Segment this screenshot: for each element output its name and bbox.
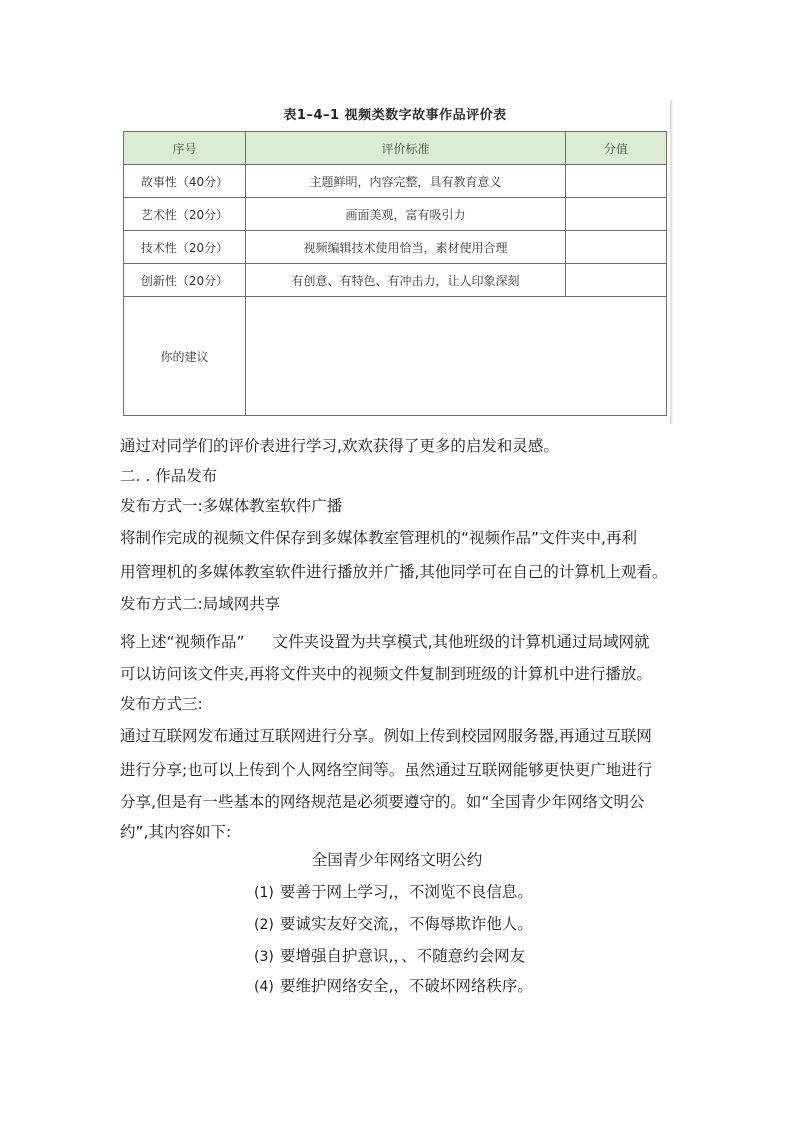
row-criteria: 画面美观，富有吸引力: [246, 198, 566, 231]
pledge-title: 全国青少年网络文明公约: [311, 851, 483, 869]
suggestion-label: 你的建议: [124, 297, 246, 416]
row-criteria: 有创意、有特色、有冲击力，让人印象深刻: [246, 264, 566, 297]
method3-text-line1: 通过互联网发布通过互联网进行分享。例如上传到校园网服务器,再通过互联网: [120, 727, 652, 745]
method2-title: 发布方式二:局域网共享: [120, 595, 281, 613]
header-criteria: 评价标准: [246, 132, 566, 165]
pledge-item-number: (1): [254, 885, 274, 901]
table-row: [124, 198, 667, 231]
method2-text-line2: 可以访问该文件夹,再将文件夹中的视频文件复制到班级的计算机中进行播放。: [120, 665, 652, 683]
figure-edge-shadow: [670, 100, 673, 424]
row-score: [566, 165, 667, 198]
row-score: [566, 231, 667, 264]
pledge-item: [254, 882, 533, 903]
pledge-item: [254, 914, 533, 935]
method3-text-line4: 约”,其内容如下:: [120, 823, 232, 841]
section-title-publish: 二. . 作品发布: [120, 467, 218, 485]
row-item: 艺术性（20分）: [124, 198, 246, 231]
pledge-item-text: 要增强自护意识,，、不随意约会网友: [280, 947, 526, 965]
table-row: [124, 165, 667, 198]
pledge-item: [254, 976, 533, 997]
table-row: [124, 264, 667, 297]
header-score: 分值: [566, 132, 667, 165]
method1-title: 发布方式一:多媒体教室软件广播: [120, 497, 343, 515]
method3-title: 发布方式三:: [120, 695, 203, 713]
row-item: 创新性（20分）: [124, 264, 246, 297]
method2-text-line1-part-b: 文件夹设置为共享模式,其他班级的计算机通过局域网就: [272, 633, 650, 651]
row-criteria: 视频编辑技术使用恰当，素材使用合理: [246, 231, 566, 264]
suggestion-area: [246, 297, 667, 416]
pledge-item: [254, 946, 525, 967]
paragraph-evaluation-summary: 通过对同学们的评价表进行学习,欢欢获得了更多的启发和灵感。: [120, 437, 559, 455]
method3-text-line2: 进行分享;也可以上传到个人网络空间等。虽然通过互联网能够更快更广地进行: [120, 761, 653, 779]
evaluation-table: [123, 131, 667, 416]
table-header-row: [124, 132, 667, 165]
pledge-item-number: (4): [254, 979, 274, 995]
suggestion-row: [124, 297, 667, 416]
row-item: 故事性（40分）: [124, 165, 246, 198]
pledge-item-number: (3): [254, 949, 274, 965]
pledge-item-text: 要善于网上学习,，不浏览不良信息。: [280, 883, 533, 901]
header-item: 序号: [124, 132, 246, 165]
row-score: [566, 198, 667, 231]
method2-text-line1-part-a: 将上述“视频作品”: [120, 633, 245, 651]
pledge-item-number: (2): [254, 917, 274, 933]
table-caption: 表1–4–1 视频类数字故事作品评价表: [283, 108, 507, 123]
table-row: [124, 231, 667, 264]
pledge-item-text: 要诚实友好交流,，不侮辱欺诈他人。: [280, 915, 533, 933]
method2-text-line1: [120, 632, 650, 652]
row-criteria: 主题鲜明，内容完整，具有教育意义: [246, 165, 566, 198]
method3-text-line3: 分享,但是有一些基本的网络规范是必须要遵守的。如“全国青少年网络文明公: [120, 793, 645, 811]
method1-text-line1: 将制作完成的视频文件保存到多媒体教室管理机的“视频作品”文件夹中,再利: [120, 529, 637, 547]
pledge-item-text: 要维护网络安全,，不破坏网络秩序。: [280, 977, 533, 995]
row-item: 技术性（20分）: [124, 231, 246, 264]
row-score: [566, 264, 667, 297]
method1-text-line2: 用管理机的多媒体教室软件进行播放并广播,其他同学可在自己的计算机上观看。: [120, 563, 668, 581]
